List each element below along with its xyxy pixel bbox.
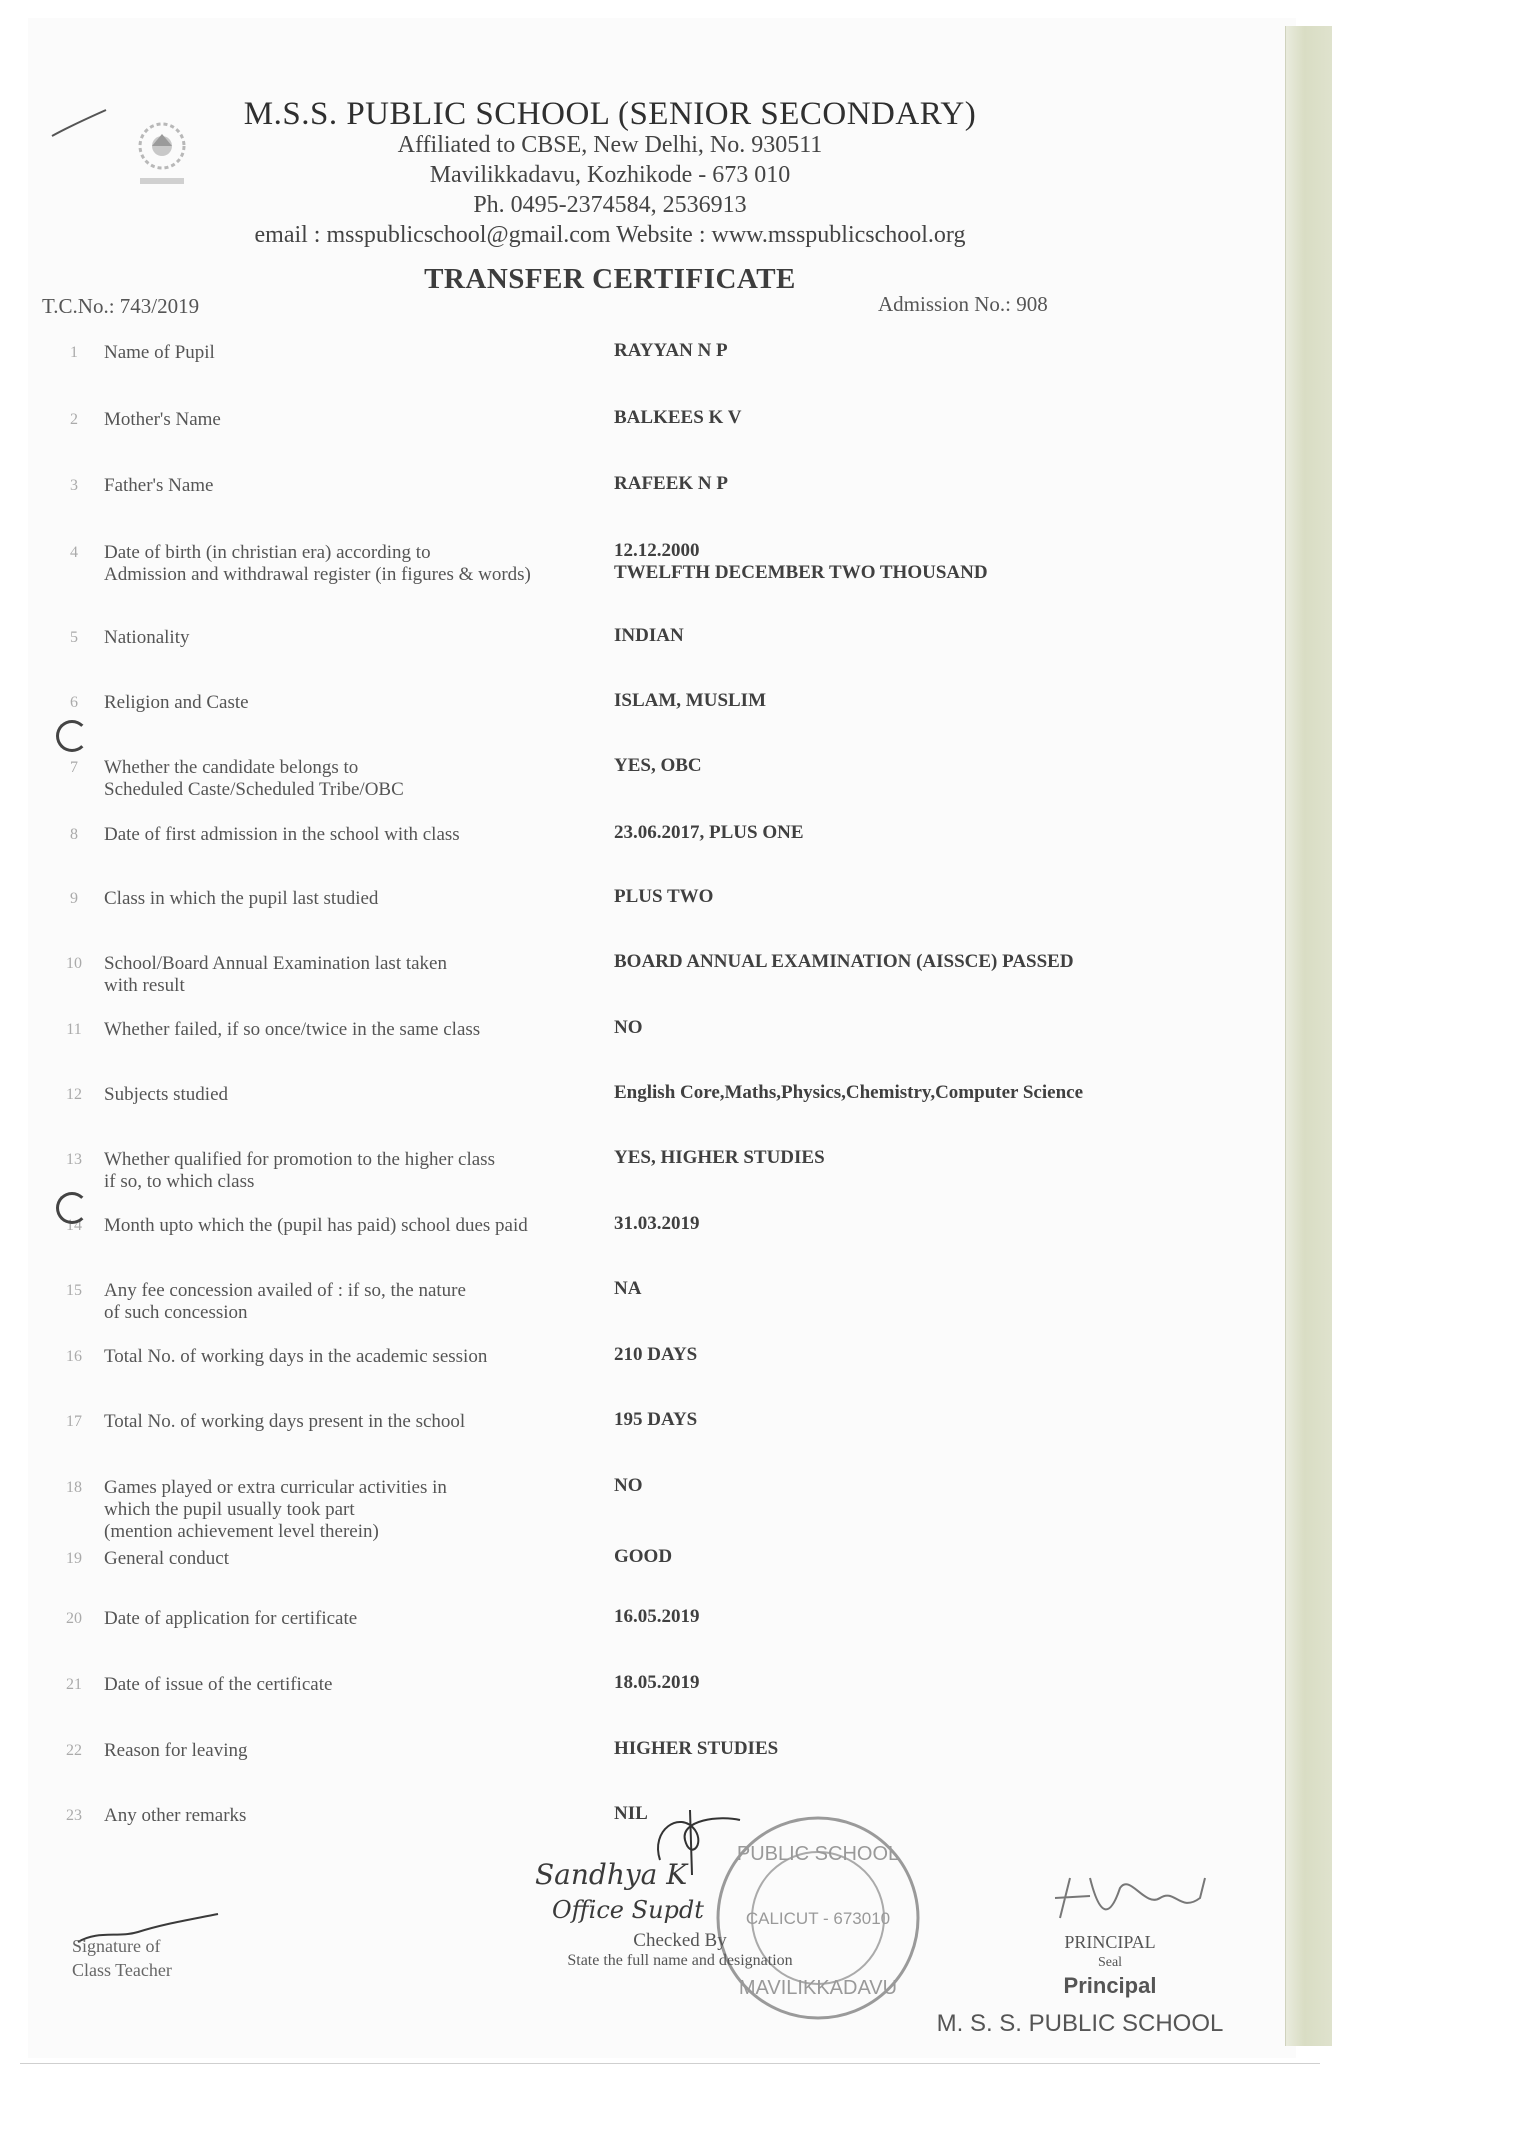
field-number: 17 xyxy=(66,1413,82,1430)
field-number: 1 xyxy=(70,344,78,361)
field-label: Date of first admission in the school with class xyxy=(104,824,460,845)
field-row xyxy=(0,1276,1240,1336)
principal-label: PRINCIPAL xyxy=(1064,1932,1156,1952)
field-value: NO xyxy=(614,1017,643,1038)
field-number: 14 xyxy=(66,1217,82,1234)
field-value: RAYYAN N P xyxy=(614,340,728,361)
field-label: Whether failed, if so once/twice in the same class xyxy=(104,1019,481,1040)
field-number: 7 xyxy=(70,759,78,776)
field-number: 13 xyxy=(66,1151,82,1168)
field-label: Date of issue of the certificate xyxy=(104,1674,333,1695)
field-value: 31.03.2019 xyxy=(614,1213,700,1234)
field-label: Any fee concession availed of : if so, the nature of such concession xyxy=(104,1280,466,1323)
field-number: 23 xyxy=(66,1807,82,1824)
admission-number: Admission No.: 908 xyxy=(878,292,1048,316)
field-value: GOOD xyxy=(614,1546,673,1567)
stamp-center-text: CALICUT - 673010 xyxy=(745,1909,891,1928)
punch-hole xyxy=(56,720,88,752)
field-label: Nationality xyxy=(104,627,190,648)
field-row xyxy=(0,1473,1240,1542)
principal-signature xyxy=(1050,1868,1230,1938)
field-row xyxy=(0,471,1240,531)
field-number: 3 xyxy=(70,477,78,494)
field-row xyxy=(0,1407,1240,1467)
field-number: 11 xyxy=(66,1021,82,1038)
school-stamp-text: M. S. S. PUBLIC SCHOOL xyxy=(936,2010,1224,2037)
tc-number: T.C.No.: 743/2019 xyxy=(42,294,200,318)
field-label: Whether the candidate belongs to Scheduled Caste/Scheduled Tribe/OBC xyxy=(104,757,404,800)
field-value: BALKEES K V xyxy=(614,407,742,428)
field-value: BOARD ANNUAL EXAMINATION (AISSCE) PASSED xyxy=(614,951,1074,972)
punch-hole xyxy=(56,1192,88,1224)
field-number: 16 xyxy=(66,1348,82,1365)
field-number: 20 xyxy=(66,1610,82,1627)
field-value: NIL xyxy=(614,1803,648,1824)
field-row xyxy=(0,338,1240,398)
field-label: Class in which the pupil last studied xyxy=(104,888,379,909)
field-value: YES, OBC xyxy=(614,755,702,776)
field-row xyxy=(0,405,1240,465)
field-number: 6 xyxy=(70,694,78,711)
field-row xyxy=(0,1544,1240,1604)
field-number: 2 xyxy=(70,411,78,428)
field-number: 19 xyxy=(66,1550,82,1567)
field-value: NA xyxy=(614,1278,642,1299)
field-label: Total No. of working days present in the school xyxy=(104,1411,466,1432)
field-value: 16.05.2019 xyxy=(614,1606,700,1627)
field-label: Reason for leaving xyxy=(104,1740,248,1761)
class-teacher-label: Signature of Class Teacher xyxy=(72,1936,172,1980)
field-value: 23.06.2017, PLUS ONE xyxy=(614,822,804,843)
field-label: Father's Name xyxy=(104,475,214,496)
principal-stamp-text: Principal xyxy=(1063,1973,1157,1998)
field-row xyxy=(0,623,1240,683)
field-value: NO xyxy=(614,1475,643,1496)
field-label: Date of birth (in christian era) according to Admission and withdrawal register (in figures & words) xyxy=(104,542,531,585)
field-value: INDIAN xyxy=(614,625,684,646)
field-label: Subjects studied xyxy=(104,1084,229,1105)
field-row xyxy=(0,1080,1240,1140)
field-value: RAFEEK N P xyxy=(614,473,728,494)
checked-by-note: State the full name and designation xyxy=(567,1952,793,1969)
field-label: General conduct xyxy=(104,1548,230,1569)
stamp-bottom-text: MAVILIKKADAVU xyxy=(738,1977,898,1999)
field-value: 12.12.2000 TWELFTH DECEMBER TWO THOUSAND xyxy=(614,540,988,583)
field-row xyxy=(0,538,1240,598)
field-row xyxy=(0,1015,1240,1075)
field-value: 195 DAYS xyxy=(614,1409,698,1430)
school-contact: email : msspublicschool@gmail.com Website : www.msspublicschool.org xyxy=(254,222,966,248)
field-value: PLUS TWO xyxy=(614,886,714,907)
field-label: Games played or extra curricular activities in which the pupil usually took part (mention achievement level therein) xyxy=(104,1477,447,1542)
principal-block xyxy=(1010,1932,1210,1999)
field-value: ISLAM, MUSLIM xyxy=(614,690,767,711)
seal-label: Seal xyxy=(1097,1955,1123,1970)
field-value: 210 DAYS xyxy=(614,1344,698,1365)
field-number: 22 xyxy=(66,1742,82,1759)
field-row xyxy=(0,949,1240,1009)
scan-bottom-edge xyxy=(20,2063,1320,2064)
field-label: Mother's Name xyxy=(104,409,221,430)
field-number: 12 xyxy=(66,1086,82,1103)
round-school-stamp xyxy=(708,1808,928,2028)
field-row xyxy=(0,1736,1240,1796)
field-value: English Core,Maths,Physics,Chemistry,Computer Science xyxy=(614,1082,1084,1103)
handwritten-designation: Office Supdt xyxy=(552,1896,704,1924)
field-label: Month upto which the (pupil has paid) school dues paid xyxy=(104,1215,528,1236)
field-label: Date of application for certificate xyxy=(104,1608,358,1629)
field-number: 21 xyxy=(66,1676,82,1693)
stamp-top-text: PUBLIC SCHOOL xyxy=(736,1843,900,1865)
field-label: Any other remarks xyxy=(104,1805,247,1826)
field-row xyxy=(0,1211,1240,1271)
field-label: Name of Pupil xyxy=(104,342,215,363)
field-row xyxy=(0,1342,1240,1402)
document-title: TRANSFER CERTIFICATE xyxy=(424,263,796,295)
field-value: YES, HIGHER STUDIES xyxy=(614,1147,825,1168)
school-stamp-block xyxy=(920,2010,1240,2038)
school-phone: Ph. 0495-2374584, 2536913 xyxy=(473,192,747,218)
field-number: 9 xyxy=(70,890,78,907)
field-number: 8 xyxy=(70,826,78,843)
field-label: School/Board Annual Examination last taken with result xyxy=(104,953,447,996)
field-value: 18.05.2019 xyxy=(614,1672,700,1693)
checked-by-block xyxy=(530,1930,830,1970)
school-address: Mavilikkadavu, Kozhikode - 673 010 xyxy=(429,162,791,188)
field-row xyxy=(0,820,1240,880)
field-row xyxy=(0,884,1240,944)
field-label: Whether qualified for promotion to the higher class if so, to which class xyxy=(104,1149,495,1192)
school-name: M.S.S. PUBLIC SCHOOL (SENIOR SECONDARY) xyxy=(243,96,977,132)
field-number: 5 xyxy=(70,629,78,646)
checked-by-label: Checked By xyxy=(633,1930,727,1951)
field-row xyxy=(0,1670,1240,1730)
school-affiliation: Affiliated to CBSE, New Delhi, No. 930511 xyxy=(397,132,823,158)
field-number: 4 xyxy=(70,544,78,561)
field-value: HIGHER STUDIES xyxy=(614,1738,779,1759)
field-row xyxy=(0,1801,1240,1861)
field-number: 18 xyxy=(66,1479,82,1496)
field-label: Total No. of working days in the academic session xyxy=(104,1346,488,1367)
field-label: Religion and Caste xyxy=(104,692,249,713)
field-row xyxy=(0,753,1240,813)
field-number: 10 xyxy=(66,955,82,972)
field-row xyxy=(0,1604,1240,1664)
field-row xyxy=(0,1145,1240,1205)
field-number: 15 xyxy=(66,1282,82,1299)
field-row xyxy=(0,688,1240,748)
handwritten-name: Sandhya K xyxy=(535,1858,688,1891)
